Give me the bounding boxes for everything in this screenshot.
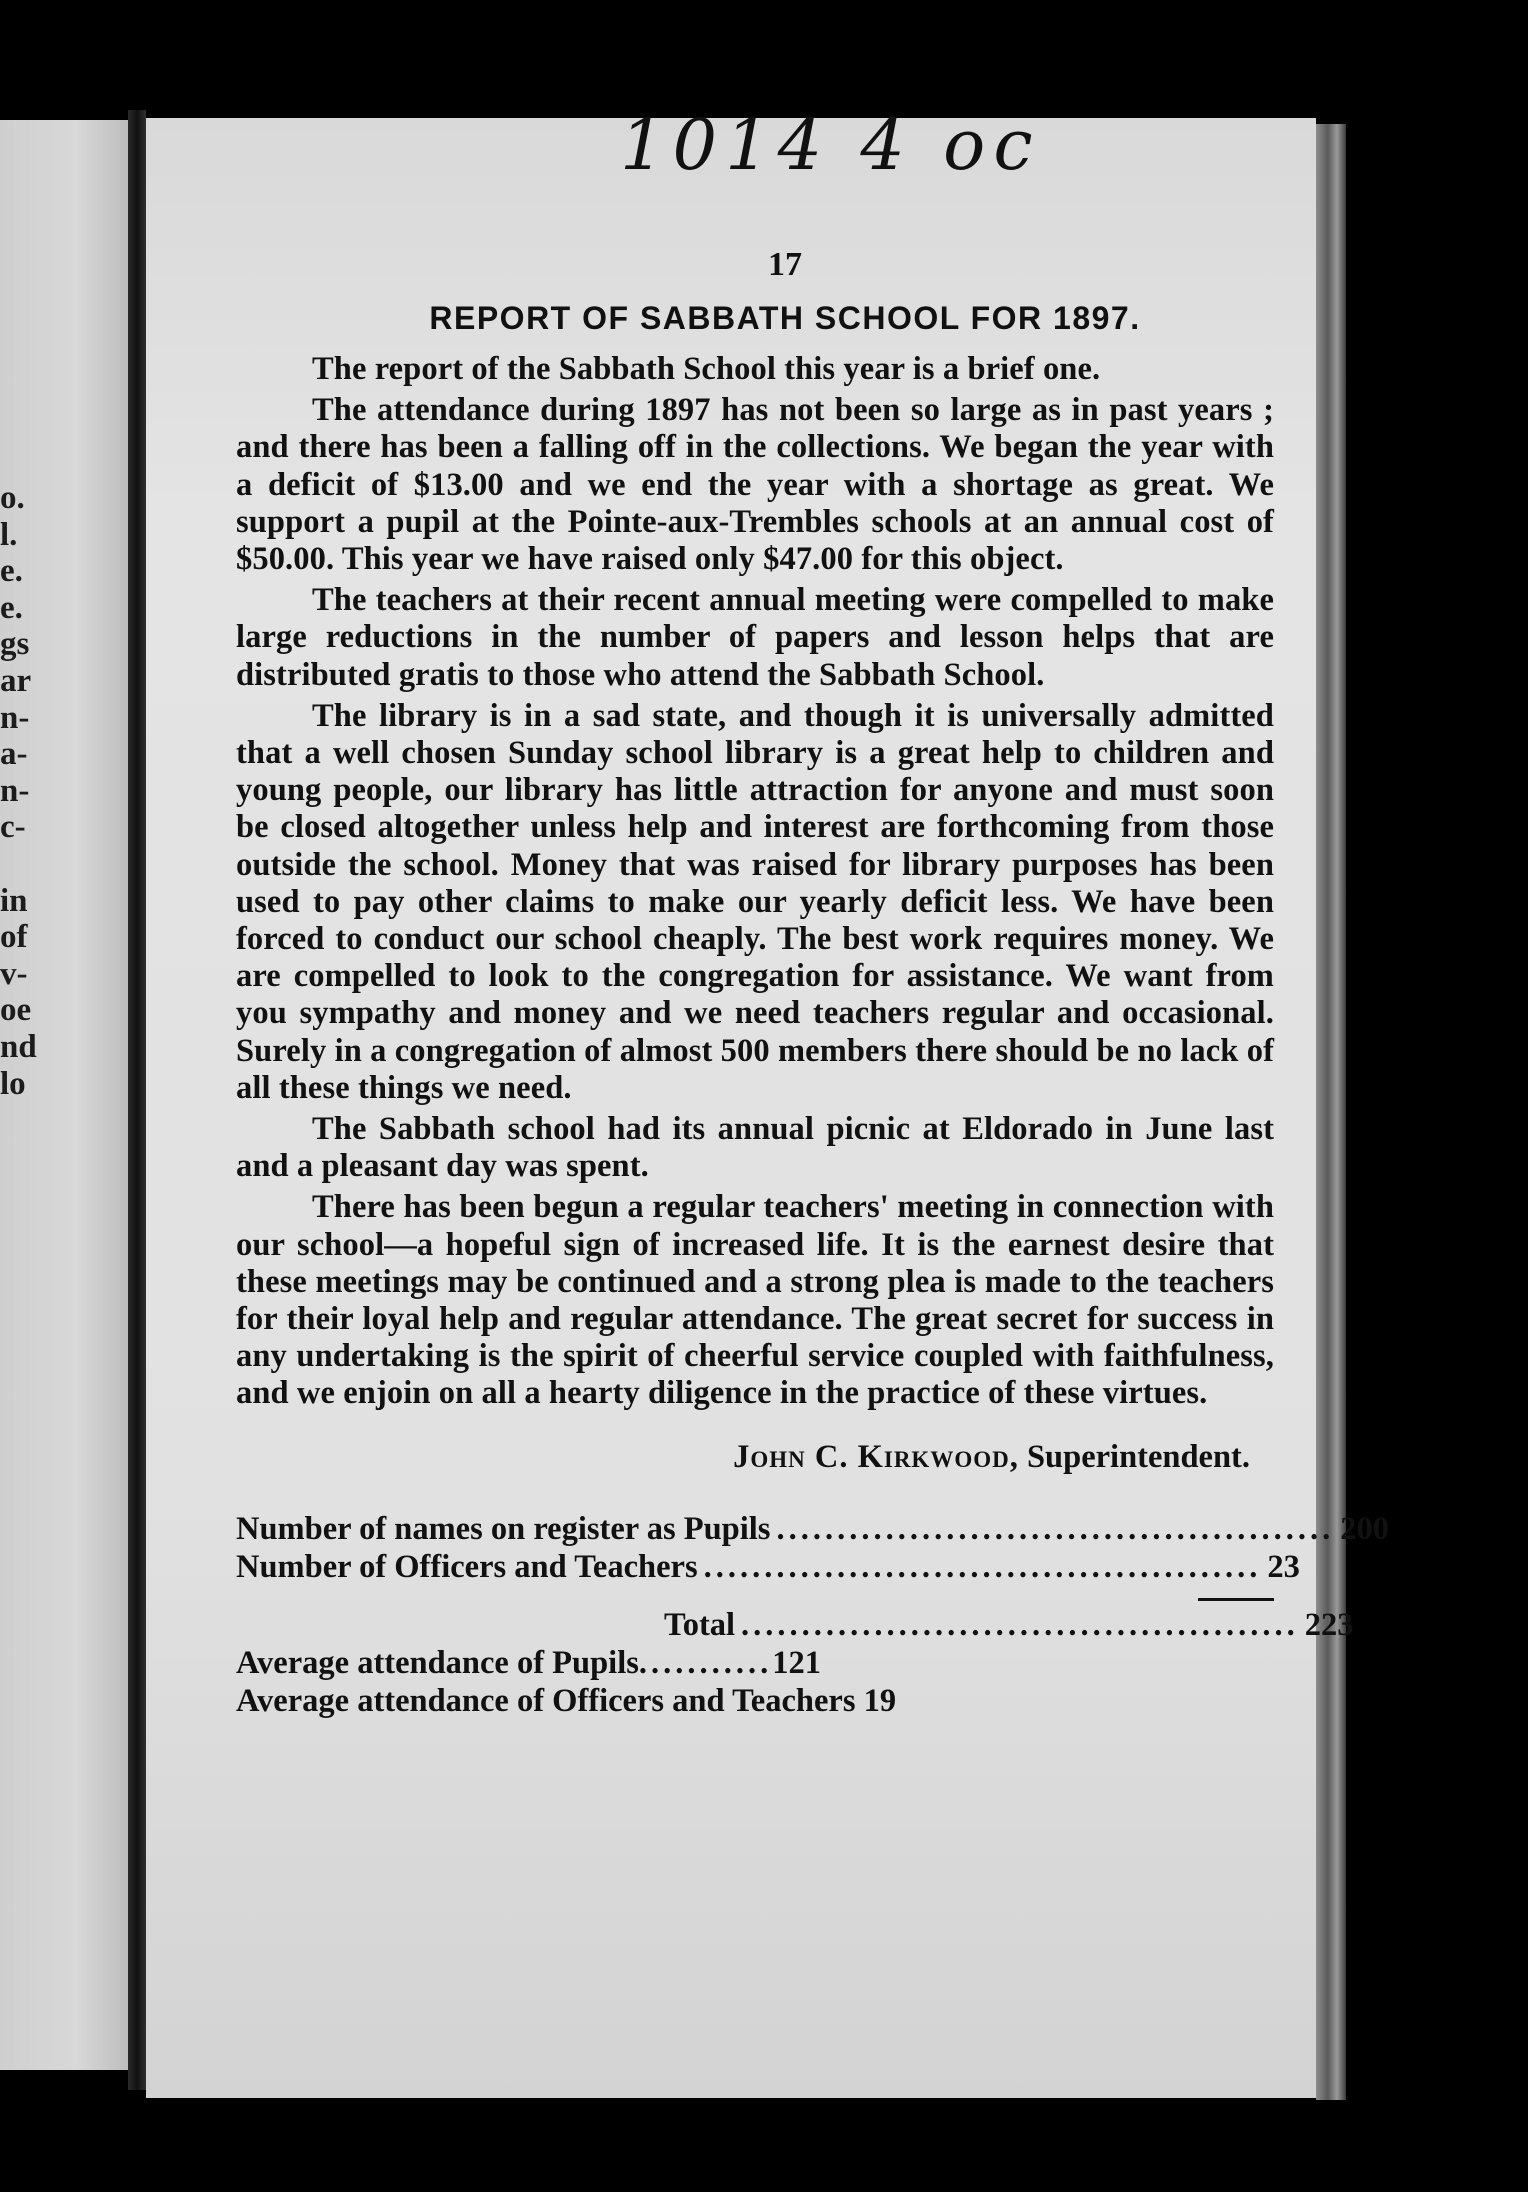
left-fragment: gs <box>0 626 30 663</box>
left-fragment: l. <box>0 516 18 553</box>
total-rule-row <box>236 1586 1274 1606</box>
dot-leader: .............................................. <box>741 1606 1299 1643</box>
left-fragment: lo <box>0 1065 26 1102</box>
stat-row-pupils <box>236 1510 1389 1548</box>
left-fragment: of <box>0 919 28 956</box>
left-fragment: e. <box>0 589 23 626</box>
stat-value: 223 <box>1304 1606 1354 1643</box>
stat-row-avg-pupils <box>236 1644 1274 1682</box>
left-fragment: n- <box>0 772 30 809</box>
left-fragment: oe <box>0 992 32 1029</box>
paragraph: The attendance during 1897 has not been so large as in past years ; and there has been a falling off in the collections. We began the year with a deficit of $13.00 and we end the year with a shortage as great. We support a pupil at the Pointe-aux-Trembles schools at an annual cost of $50.00. This year we have raised only $47.00 for this object. <box>236 392 1274 578</box>
paragraph: The report of the Sabbath School this year is a brief one. <box>312 351 1101 387</box>
handwritten-annotation: 1014 4 oc <box>620 104 1041 186</box>
stat-label: Average attendance of Officers and Teachers <box>236 1682 856 1719</box>
stat-row-officers <box>236 1548 1300 1586</box>
stat-value: 23 <box>1267 1548 1300 1585</box>
left-page-text-fragments <box>0 480 40 1102</box>
paragraph: The Sabbath school had its annual picnic at Eldorado in June last and a pleasant day was spent. <box>236 1111 1274 1185</box>
page-number: 17 <box>768 246 802 283</box>
sum-rule <box>1198 1598 1274 1606</box>
stat-value: 19 <box>863 1682 897 1719</box>
left-fragment: e. <box>0 553 23 590</box>
paragraph: The teachers at their recent annual meeting were compelled to make large reductions in the number of papers and lesson helps that are distributed gratis to those who attend the Sabbath School. <box>236 582 1274 693</box>
left-fragment: v- <box>0 955 28 992</box>
statistics-table <box>236 1510 1389 1720</box>
stat-row-avg-officers <box>236 1682 1274 1720</box>
page-content <box>236 240 1389 1720</box>
left-fragment: a- <box>0 736 28 773</box>
left-page <box>0 120 128 2070</box>
dot-leader: ........... <box>638 1644 773 1681</box>
left-fragment: nd <box>0 1028 37 1065</box>
signature-line <box>236 1439 1250 1476</box>
left-fragment: in <box>0 882 28 919</box>
superintendent-role: Superintendent. <box>1026 1438 1250 1475</box>
superintendent-name: John C. Kirkwood, <box>733 1438 1019 1475</box>
dot-leader: .............................................. <box>776 1510 1335 1547</box>
report-title: REPORT OF SABBATH SCHOOL FOR 1897. <box>429 300 1141 336</box>
left-fragment: n- <box>0 699 30 736</box>
left-fragment <box>0 846 40 883</box>
book-gutter <box>128 110 146 2090</box>
stat-value: 121 <box>772 1644 822 1681</box>
stat-value: 200 <box>1340 1510 1389 1547</box>
paragraph: There has been begun a regular teachers' meeting in connection with our school—a hopeful sign of increased life. It is the earnest desire that these meetings may be continued and a strong plea is made to the teachers for their loyal help and regular attendance. The great secret for success in any undertaking is the spirit of cheerful service coupled with faithfulness, and we enjoin on all a hearty diligence in the practice of these virtues. <box>236 1189 1274 1412</box>
dot-leader: .............................................. <box>703 1548 1262 1585</box>
stat-label: Total <box>664 1606 736 1643</box>
left-fragment: o. <box>0 480 25 516</box>
stat-row-total <box>236 1606 1354 1644</box>
left-fragment: ar <box>0 662 32 699</box>
page-edge <box>1316 124 1346 2100</box>
stat-label: Average attendance of Pupils <box>236 1644 639 1681</box>
stat-label: Number of names on register as Pupils <box>236 1510 771 1547</box>
left-fragment: c- <box>0 809 26 846</box>
stat-label: Number of Officers and Teachers <box>236 1548 698 1585</box>
paragraph: The library is in a sad state, and though it is universally admitted that a well chosen Sunday school library is a great help to children and young people, our library has little attraction for anyone and must soon be closed altogether unless help and interest are forthcoming from those outside the school. Money that was raised for library purposes has been used to pay other claims to make our yearly deficit less. We have been forced to conduct our school cheaply. The best work requires money. We are compelled to look to the congregation for assistance. We want from you sympathy and money and we need teachers regular and occasional. Surely in a congregation of almost 500 members there should be no lack of all these things we need. <box>236 697 1274 1106</box>
